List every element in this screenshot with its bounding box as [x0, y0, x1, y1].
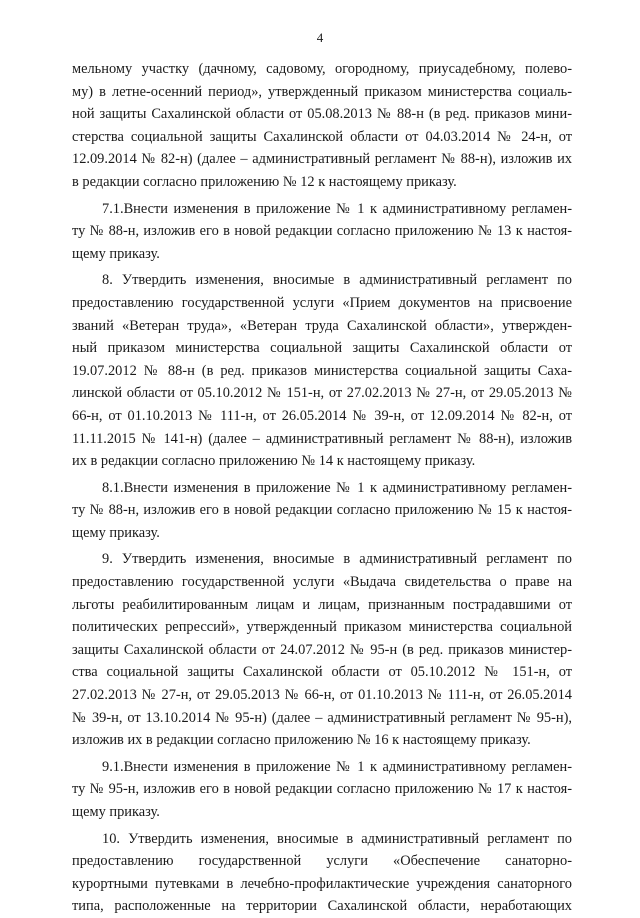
text-line: 8.1.Внести изменения в приложение № 1 к административному регламен-: [102, 479, 572, 496]
paragraph-7-1: [72, 198, 572, 266]
text-line: ту № 88-н, изложив его в новой редакции согласно приложению № 15 к настоя-: [72, 502, 572, 519]
text-line: 12.09.2014 № 82-н) (далее – административный регламент № 88-н), изложив их: [72, 151, 572, 168]
text-line: щему приказу.: [72, 804, 160, 820]
document-body: [72, 58, 572, 918]
text-line: щему приказу.: [72, 245, 160, 262]
text-line: мельному участку (дачному, садовому, огородному, приусадебному, полево-: [72, 61, 572, 77]
text-line: предоставлению государственной услуги «Прием документов на присвоение: [72, 294, 572, 311]
page-number: 4: [316, 30, 324, 45]
paragraph-continuation: [72, 58, 572, 194]
text-line: 8. Утвердить изменения, вносимые в административный регламент по: [102, 272, 572, 289]
text-line: защиты Сахалинской области от 24.07.2012 № 95-н (в ред. приказов министер-: [72, 641, 572, 658]
text-line: ту № 88-н, изложив его в новой редакции согласно приложению № 13 к настоя-: [72, 223, 572, 240]
text-line: 19.07.2012 № 88-н (в ред. приказов министерства социальной защиты Саха-: [72, 362, 572, 379]
paragraph-8: [72, 269, 572, 472]
text-line: 66-н, от 01.10.2013 № 111-н, от 26.05.2014 № 39-н, от 12.09.2014 № 82-н, от: [72, 407, 572, 424]
text-line: 10. Утвердить изменения, вносимые в административный регламент по: [102, 830, 572, 847]
text-line: стерства социальной защиты Сахалинской области от 04.03.2014 № 24-н, от: [72, 128, 572, 145]
paragraph-8-1: [72, 477, 572, 545]
text-line: ный приказом министерства социальной защиты Сахалинской области от: [72, 340, 572, 357]
text-line: 11.11.2015 № 141-н) (далее – административный регламент № 88-н), изложив: [72, 430, 572, 447]
text-line: их в редакции согласно приложению № 14 к настоящему приказу.: [72, 453, 476, 470]
text-line: щему приказу.: [72, 524, 160, 541]
text-line: званий «Ветеран труда», «Ветеран труда Сахалинской области», утвержден-: [72, 317, 572, 334]
paragraph-9-1: [72, 756, 572, 824]
text-line: 27.02.2013 № 27-н, от 29.05.2013 № 66-н, от 01.10.2013 № 111-н, от 26.05.2014: [72, 687, 572, 704]
text-line: № 39-н, от 13.10.2014 № 95-н) (далее – административный регламент № 95-н),: [72, 709, 572, 726]
text-line: ту № 95-н, изложив его в новой редакции согласно приложению № 17 к настоя-: [72, 781, 572, 798]
text-line: му) в летне-осенний период», утвержденный приказом министерства социаль-: [72, 83, 572, 100]
text-line: льготы реабилитированным лицам и лицам, признанным пострадавшими от: [72, 596, 572, 613]
text-line: предоставлению государственной услуги «Выдача свидетельства о праве на: [72, 574, 572, 591]
text-line: курортными путевками в лечебно-профилактические учреждения санаторного: [72, 875, 572, 892]
paragraph-9: [72, 548, 572, 751]
text-line: 7.1.Внести изменения в приложение № 1 к административному регламен-: [102, 200, 572, 217]
text-line: типа, расположенные на территории Сахалинской области, неработающих: [72, 898, 572, 915]
text-line: ной защиты Сахалинской области от 05.08.2013 № 88-н (в ред. приказов мини-: [72, 106, 572, 123]
text-line: в редакции согласно приложению № 12 к настоящему приказу.: [72, 173, 457, 190]
text-line: 9.1.Внести изменения в приложение № 1 к административному регламен-: [102, 758, 572, 775]
text-line: линской области от 05.10.2012 № 151-н, от 27.02.2013 № 27-н, от 29.05.2013 №: [72, 385, 572, 402]
text-line: ства социальной защиты Сахалинской области от 05.10.2012 № 151-н, от: [72, 664, 572, 681]
text-line: политических репрессий», утвержденный приказом министерства социальной: [72, 619, 572, 636]
text-line: предоставлению государственной услуги «Обеспечение санаторно-: [72, 853, 572, 870]
text-line: изложив их в редакции согласно приложению № 16 к настоящему приказу.: [72, 732, 531, 749]
text-line: 9. Утвердить изменения, вносимые в административный регламент по: [102, 551, 572, 568]
paragraph-10: [72, 828, 572, 918]
